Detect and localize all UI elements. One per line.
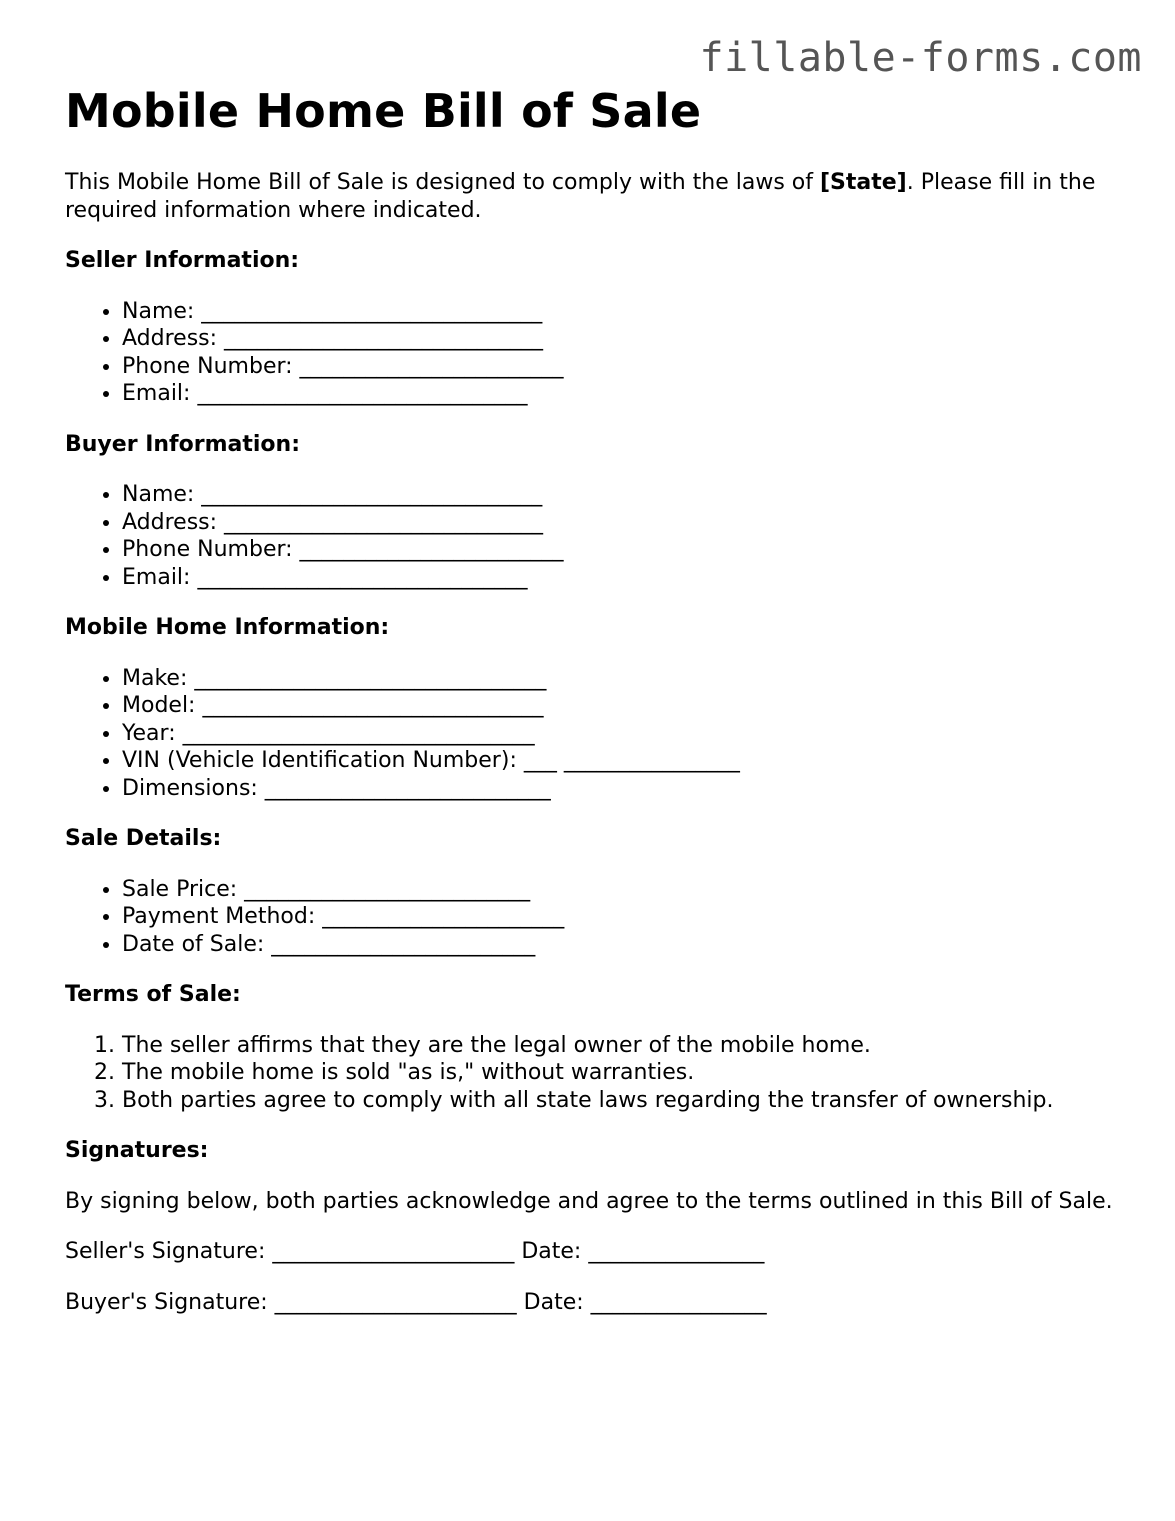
sale-date-field: • Date of Sale: ________________________: [122, 931, 1115, 959]
state-placeholder: [State]: [819, 170, 907, 195]
intro-paragraph: [65, 169, 1115, 224]
terms-list: [65, 1032, 1115, 1115]
seller-name-field: • Name: _______________________________: [122, 298, 1115, 326]
home-model-field: • Model: _______________________________: [122, 692, 1115, 720]
buyer-list: [65, 481, 1115, 591]
sale-list: [65, 876, 1115, 959]
intro-text-before: This Mobile Home Bill of Sale is designed to comply with the laws of: [65, 170, 820, 195]
buyer-name-field: • Name: _______________________________: [122, 481, 1115, 509]
term-item: 2. The mobile home is sold "as is," without warranties.: [122, 1059, 1115, 1087]
buyer-email-field: • Email: ______________________________: [122, 564, 1115, 592]
term-item: 1. The seller affirms that they are the legal owner of the mobile home.: [122, 1032, 1115, 1060]
home-dimensions-field: • Dimensions: __________________________: [122, 775, 1115, 803]
intro-text-after: . Please fill in the required information where indicated.: [65, 170, 1096, 223]
terms-heading: Terms of Sale:: [65, 982, 241, 1007]
seller-list: [65, 298, 1115, 408]
buyer-signature-line: Buyer's Signature: ______________________ Date: ________________: [65, 1289, 767, 1315]
seller-signature-line: Seller's Signature: ______________________ Date: ________________: [65, 1239, 765, 1264]
home-vin-field: • VIN (Vehicle Identification Number): ___ ________________: [122, 747, 1115, 775]
home-year-field: • Year: ________________________________: [122, 720, 1115, 748]
seller-heading: Seller Information:: [65, 248, 300, 273]
document-title: Mobile Home Bill of Sale: [65, 84, 702, 138]
buyer-address-field: • Address: _____________________________: [122, 509, 1115, 537]
sale-price-field: • Sale Price: __________________________: [122, 876, 1115, 904]
seller-address-field: • Address: _____________________________: [122, 325, 1115, 353]
buyer-phone-field: • Phone Number: ________________________: [122, 536, 1115, 564]
home-list: [65, 665, 1115, 803]
home-heading: Mobile Home Information:: [65, 615, 390, 640]
sale-heading: Sale Details:: [65, 826, 222, 851]
watermark: fillable-forms.com: [699, 35, 1142, 81]
home-make-field: • Make: ________________________________: [122, 665, 1115, 693]
seller-phone-field: • Phone Number: ________________________: [122, 353, 1115, 381]
buyer-heading: Buyer Information:: [65, 431, 300, 457]
payment-method-field: • Payment Method: ______________________: [122, 903, 1115, 931]
acknowledgment-paragraph: By signing below, both parties acknowledge and agree to the terms outlined in this Bill of Sale.: [65, 1188, 1113, 1214]
document-body: [65, 82, 1115, 1316]
signatures-heading: Signatures:: [65, 1138, 209, 1163]
seller-email-field: • Email: ______________________________: [122, 380, 1115, 408]
term-item: 3. Both parties agree to comply with all state laws regarding the transfer of ownership.: [122, 1087, 1115, 1115]
